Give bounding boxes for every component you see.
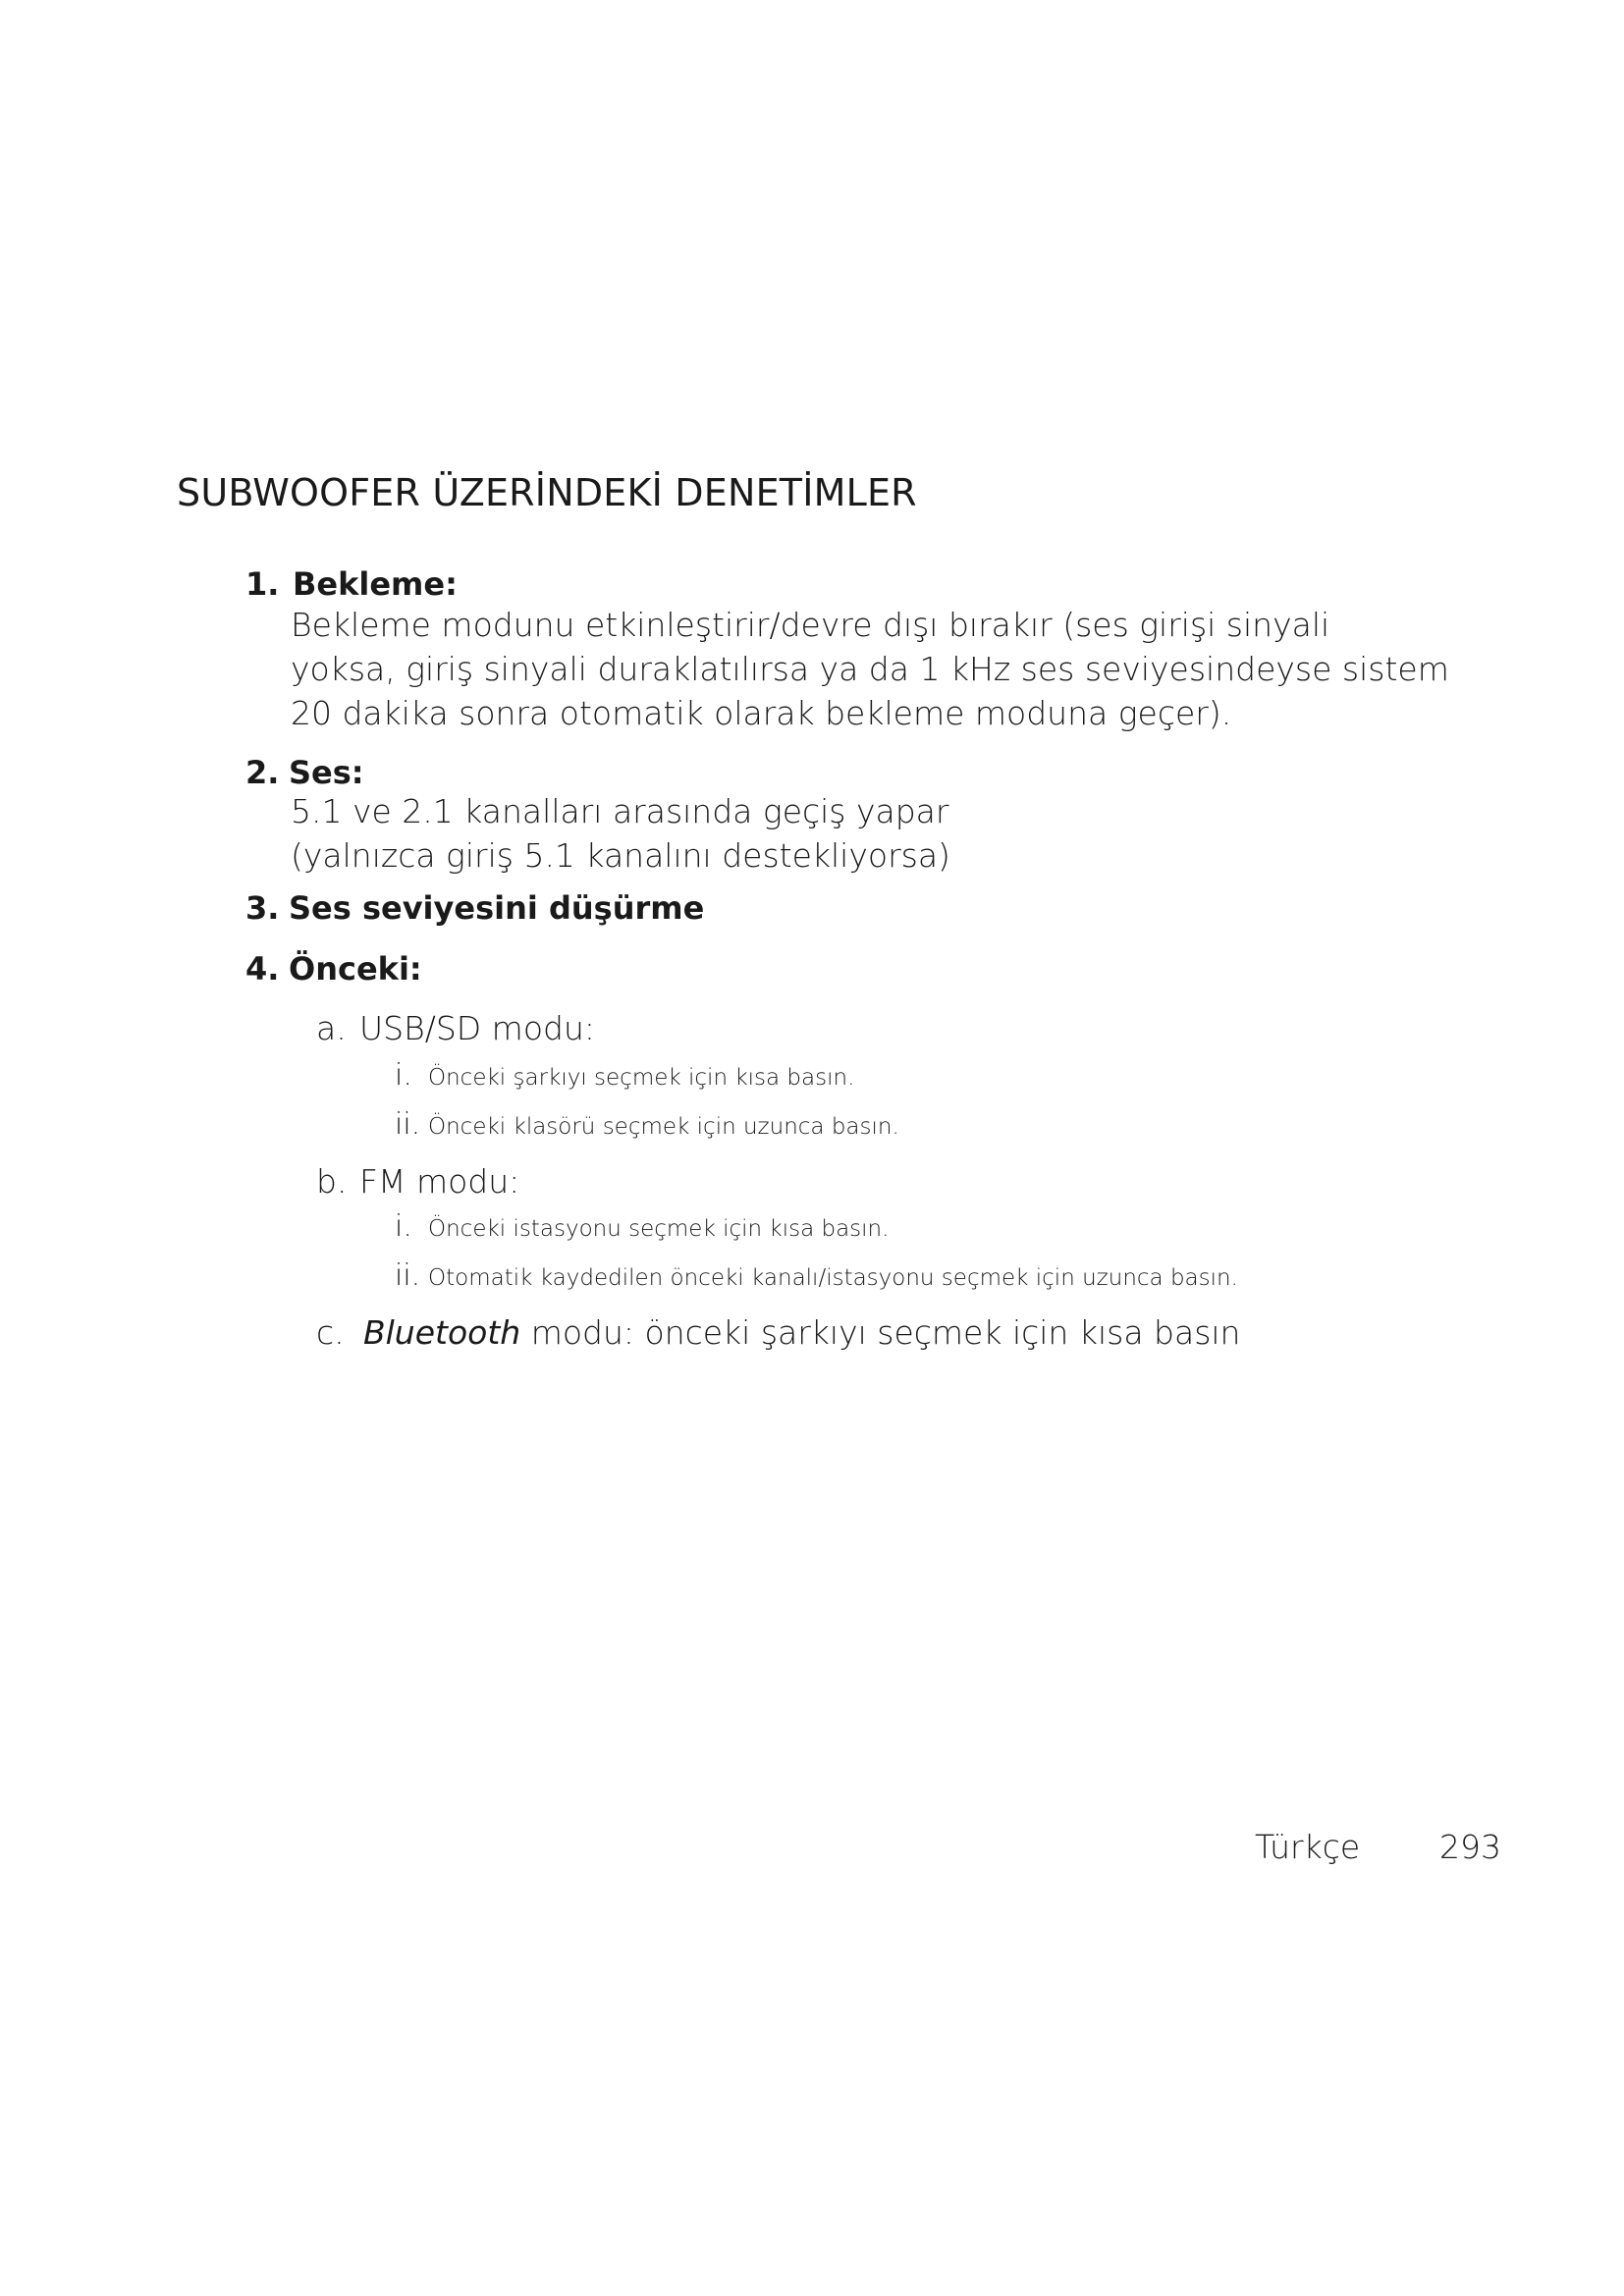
- item-1-number: 1.: [245, 565, 280, 603]
- sub-item-c-letter: c.: [316, 1313, 345, 1352]
- roman-numeral: i.: [395, 1058, 412, 1093]
- roman-numeral: i.: [395, 1209, 412, 1244]
- roman-numeral: ii.: [395, 1258, 421, 1293]
- sub-item-c-label-emphasis: Bluetooth: [363, 1313, 521, 1352]
- entry-text: Otomatik kaydedilen önceki kanalı/istasyonu seçmek için uzunca basın.: [428, 1265, 1238, 1291]
- item-3-title: Ses seviyesini düşürme: [289, 889, 705, 927]
- sub-item-c-label: modu: önceki şarkıyı seçmek için kısa basın: [520, 1313, 1241, 1352]
- item-1-heading: [245, 565, 458, 603]
- sub-item-b-letter: b.: [316, 1162, 348, 1201]
- entry-text: Önceki klasörü seçmek için uzunca basın.: [428, 1114, 899, 1140]
- item-1-line-3: 20 dakika sonra otomatik olarak bekleme moduna geçer).: [291, 694, 1232, 732]
- item-2-heading: [245, 754, 364, 791]
- item-1-title: Bekleme:: [293, 565, 458, 603]
- item-2-description: [291, 789, 950, 878]
- sub-item-b-entry-2: [395, 1258, 1238, 1293]
- item-2-line-2: (yalnızca giriş 5.1 kanalını destekliyorsa): [291, 836, 950, 875]
- item-2-title: Ses:: [289, 754, 364, 791]
- sub-item-a-label: USB/SD modu:: [359, 1009, 595, 1047]
- entry-text: Önceki istasyonu seçmek için kısa basın.: [428, 1216, 890, 1242]
- sub-item-b-label: FM modu:: [359, 1162, 520, 1201]
- item-2-number: 2.: [245, 754, 280, 791]
- item-1-description: [291, 603, 1449, 735]
- item-3-heading: [245, 889, 704, 927]
- entry-text: Önceki şarkıyı seçmek için kısa basın.: [428, 1065, 855, 1091]
- item-1-line-1: Bekleme modunu etkinleştirir/devre dışı bırakır (ses girişi sinyali: [291, 606, 1330, 644]
- item-3-number: 3.: [245, 889, 280, 927]
- sub-item-a-letter: a.: [316, 1009, 347, 1047]
- sub-item-b: [316, 1162, 519, 1201]
- item-4-heading: [245, 950, 422, 988]
- item-1-line-2: yoksa, giriş sinyali duraklatılırsa ya da 1 kHz ses seviyesindeyse sistem: [291, 650, 1449, 688]
- footer-language: Türkçe: [1255, 1828, 1361, 1866]
- sub-item-a-entry-2: [395, 1107, 899, 1142]
- sub-item-a: [316, 1009, 595, 1047]
- footer-page-number: 293: [1439, 1828, 1501, 1866]
- item-2-line-1: 5.1 ve 2.1 kanalları arasında geçiş yapar: [291, 792, 949, 830]
- item-4-number: 4.: [245, 950, 280, 988]
- sub-item-a-entry-1: [395, 1058, 854, 1093]
- page-title: SUBWOOFER ÜZERİNDEKİ DENETİMLER: [177, 471, 917, 514]
- sub-item-c: [316, 1313, 1240, 1352]
- roman-numeral: ii.: [395, 1107, 421, 1142]
- item-4-title: Önceki:: [289, 950, 422, 988]
- sub-item-b-entry-1: [395, 1209, 889, 1244]
